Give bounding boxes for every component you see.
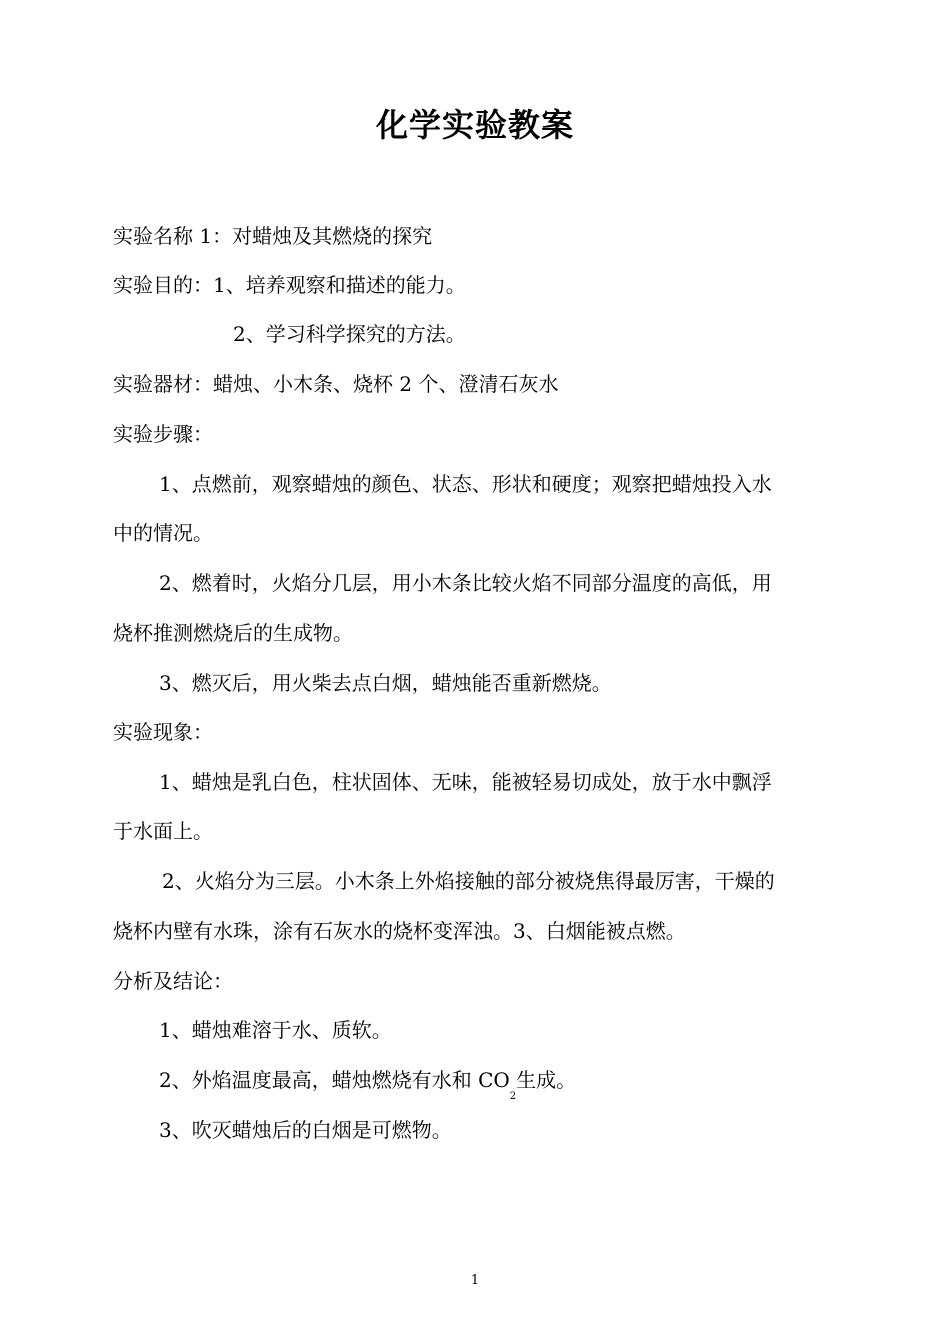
phenomena-line: 1、蜡烛是乳白色，柱状固体、无味，能被轻易切成处，放于水中飘浮 [159, 770, 772, 794]
step-line: 中的情况。 [113, 521, 213, 545]
phenomena-line: 2、火焰分为三层。小木条上外焰接触的部分被烧焦得最厉害，干燥的 [162, 869, 775, 893]
conclusion-line: 3、吹灭蜡烛后的白烟是可燃物。 [159, 1118, 452, 1142]
subscript: 2 [509, 1091, 517, 1102]
phenomena-line: 烧杯内壁有水珠，涂有石灰水的烧杯变浑浊。3、白烟能被点燃。 [113, 919, 686, 943]
step-line: 烧杯推测燃烧后的生成物。 [113, 621, 353, 645]
conclusion-heading: 分析及结论： [113, 969, 233, 993]
step-line: 3、燃灭后，用火柴去点白烟，蜡烛能否重新燃烧。 [159, 671, 612, 695]
page-number: 1 [470, 1273, 480, 1288]
phenomena-line: 于水面上。 [113, 819, 213, 843]
conclusion-text: 2、外焰温度最高，蜡烛燃烧有水和 CO [159, 1068, 510, 1092]
step-line: 2、燃着时，火焰分几层，用小木条比较火焰不同部分温度的高低，用 [159, 571, 772, 595]
experiment-name: 实验名称 1：对蜡烛及其燃烧的探究 [113, 224, 433, 248]
purpose-line-2: 2、学习科学探究的方法。 [233, 322, 466, 346]
conclusion-line [159, 1066, 577, 1102]
document-title: 化学实验教案 [375, 106, 574, 144]
purpose-line-1: 实验目的：1、培养观察和描述的能力。 [113, 273, 466, 297]
conclusion-line: 1、蜡烛难溶于水、质软。 [159, 1018, 392, 1042]
materials-line: 实验器材：蜡烛、小木条、烧杯 2 个、澄清石灰水 [113, 372, 559, 396]
phenomena-heading: 实验现象： [113, 720, 213, 744]
conclusion-text: 生成。 [516, 1068, 577, 1092]
step-line: 1、点燃前，观察蜡烛的颜色、状态、形状和硬度；观察把蜡烛投入水 [159, 472, 772, 496]
steps-heading: 实验步骤： [113, 422, 213, 446]
